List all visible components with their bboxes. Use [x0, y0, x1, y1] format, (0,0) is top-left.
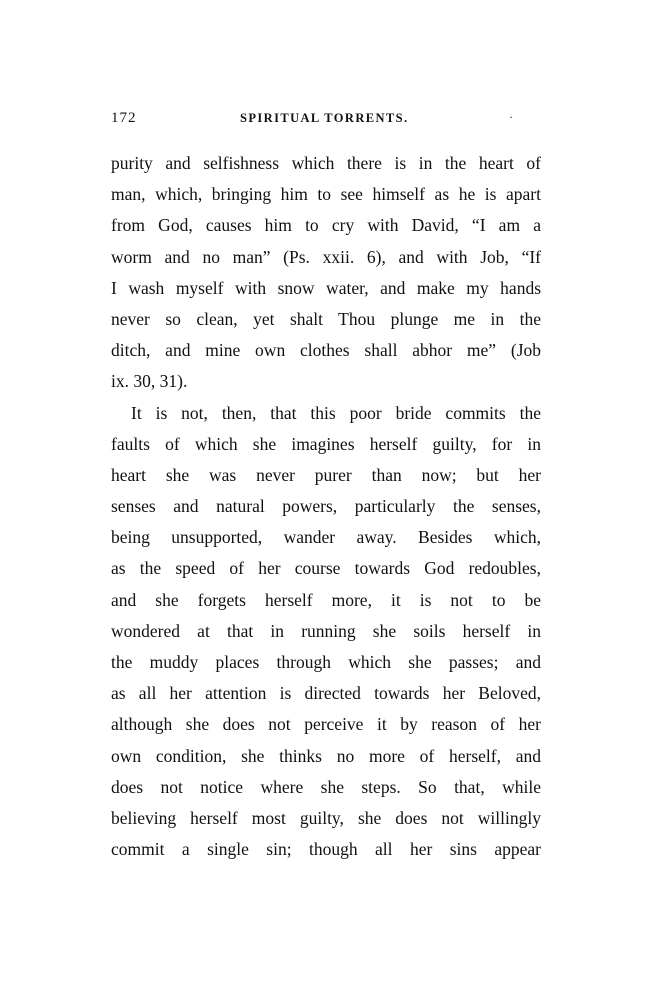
page-header [111, 110, 541, 132]
text-line: purity and selfishness which there is in the heart of [111, 153, 541, 173]
text-line: worm and no man” (Ps. xxii. 6), and with Job, “If [111, 246, 541, 267]
text-line: man, which, bringing him to see himself as he is apart [111, 184, 541, 205]
text-line: ditch, and mine own clothes shall abhor me” (Job [111, 340, 541, 361]
text-line: senses and natural powers, particularly the senses, [111, 496, 541, 517]
text-line: the muddy places through which she passes; and [111, 652, 541, 672]
running-title: SPIRITUAL TORRENTS. [240, 111, 409, 125]
text-line: as the speed of her course towards God redoubles, [111, 558, 541, 579]
text-line: ix. 30, 31). [111, 371, 188, 392]
page-number: 172 [111, 110, 137, 126]
body-text [111, 148, 541, 865]
text-line: does not notice where she steps. So that, while [111, 776, 541, 797]
text-line: as all her attention is directed towards her Beloved, [111, 683, 541, 704]
text-line: wondered at that in running she soils herself in [111, 620, 541, 641]
text-line: although she does not perceive it by reason of her [111, 714, 541, 735]
text-line: and she forgets herself more, it is not to be [111, 589, 541, 610]
text-line: from God, causes him to cry with David, “I am a [111, 215, 541, 236]
header-mark: · [509, 110, 513, 124]
text-line: I wash myself with snow water, and make my hands [111, 277, 541, 298]
text-line: believing herself most guilty, she does not willingly [111, 807, 541, 828]
text-line: faults of which she imagines herself guilty, for in [111, 433, 541, 454]
text-line: heart she was never purer than now; but her [111, 464, 541, 485]
text-line: commit a single sin; though all her sins appear [111, 839, 541, 860]
paragraph-start-line: It is not, then, that this poor bride commits the [131, 402, 541, 423]
text-line: never so clean, yet shalt Thou plunge me in the [111, 308, 541, 329]
text-line: own condition, she thinks no more of herself, and [111, 745, 541, 766]
text-line: being unsupported, wander away. Besides which, [111, 527, 541, 548]
